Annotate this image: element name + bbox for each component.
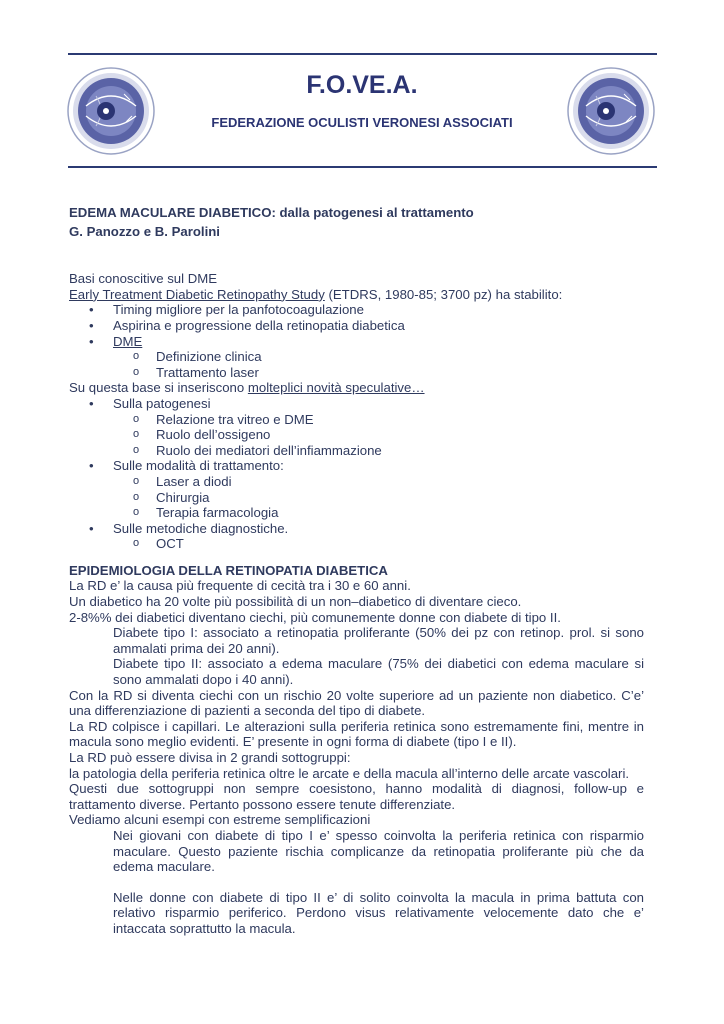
list-subitem: o Laser a diodi [69, 474, 644, 490]
indented-paragraph: Nei giovani con diabete di tipo I e’ spesso coinvolta la periferia retinica con risparmio maculare. Questo paziente rischia complicanze da retinopatia proliferante più che da edema maculare. [113, 827, 644, 875]
paragraph: Con la RD si diventa ciechi con un rischio 20 volte superiore ad un paziente non diabetico. C’e’ una differenziazione di pazienti a seconda del tipo di diabete. [69, 687, 644, 719]
study-link[interactable]: Early Treatment Diabetic Retinopathy Study [69, 286, 325, 302]
speculative-prefix: Su questa base si inseriscono [69, 380, 248, 396]
paragraph: La RD può essere divisa in 2 grandi sottogruppi: [69, 750, 351, 765]
indented-paragraph: Diabete tipo I: associato a retinopatia proliferante (50% dei pz con retinop. prol. si sono ammalati prima dei 20 anni). [113, 625, 644, 656]
list-subitem: o Definizione clinica [69, 349, 644, 365]
paragraph: Questi due sottogruppi non sempre coesistono, hanno modalità di diagnosi, follow-up e trattamento diverse. Pertanto possono essere tenute differenziate. [69, 781, 644, 812]
eye-logo-icon [66, 66, 156, 156]
header-top-rule [68, 53, 657, 55]
speculative-link[interactable]: molteplici novità speculative… [247, 380, 425, 396]
paragraph: 2-8%% dei diabetici diventano ciechi, più comunemente donne con diabete di tipo II. [69, 609, 561, 625]
study-line [69, 287, 644, 303]
list-item: • Sulla patogenesi [69, 396, 644, 412]
fovea-eye-logo-right [566, 66, 656, 156]
list-item: • Aspirina e progressione della retinopatia diabetica [69, 318, 644, 334]
fovea-eye-logo-left [66, 66, 156, 156]
list-subitem: o Ruolo dei mediatori dell’infiammazione [69, 443, 644, 459]
list-subitem: o Relazione tra vitreo e DME [69, 412, 644, 428]
list-item [69, 334, 644, 350]
paragraph: la patologia della periferia retinica oltre le arcate e della macula all’interno delle arcate vascolari. [69, 765, 630, 781]
organization-acronym: F.O.VE.A. [306, 71, 418, 99]
list-item: • Sulle modalità di trattamento: [69, 458, 644, 474]
paragraph: La RD colpisce i capillari. Le alterazioni sulla periferia retinica sono estremamente fini, mentre in macula sono meglio evidenti. E’ presente in ogni forma di diabete (tipo I e II). [69, 718, 644, 750]
header-bottom-rule [68, 166, 657, 168]
eye-logo-icon [566, 66, 656, 156]
paragraph: La RD e’ la causa più frequente di cecità tra i 30 e 60 anni. [69, 578, 411, 594]
list-subitem: o OCT [69, 536, 644, 552]
list-subitem: o Ruolo dell’ossigeno [69, 427, 644, 443]
document-body [69, 205, 644, 937]
indented-paragraph: Nelle donne con diabete di tipo II e’ di solito coinvolta la macula in prima battuta con relativo risparmio periferico. Perdono visus relativamente velocemente dato che e’ intaccata soprattutto la macula. [113, 889, 644, 936]
speculative-line [69, 380, 644, 396]
article-authors: G. Panozzo e B. Parolini [69, 223, 220, 239]
list-subitem: o Chirurgia [69, 490, 644, 506]
dme-link[interactable]: DME [113, 333, 143, 349]
paragraph: Vediamo alcuni esempi con estreme semplificazioni [69, 812, 371, 828]
indented-paragraph: Diabete tipo II: associato a edema maculare (75% dei diabetici con edema maculare si sono ammalati dopo i 40 anni). [113, 656, 644, 688]
list-item: • Timing migliore per la panfotocoagulazione [69, 302, 644, 318]
article-title: EDEMA MACULARE DIABETICO: dalla patogenesi al trattamento [69, 205, 474, 220]
study-details: (ETDRS, 1980-85; 3700 pz) ha stabilito: [324, 286, 563, 302]
paragraph: Un diabetico ha 20 volte più possibilità di un non–diabetico di diventare cieco. [69, 594, 522, 610]
list-item: • Sulle metodiche diagnostiche. [69, 521, 644, 537]
list-subitem: o Terapia farmacologia [69, 505, 644, 521]
section-intro: Basi conoscitive sul DME [69, 271, 218, 287]
section-heading: EPIDEMIOLOGIA DELLA RETINOPATIA DIABETICA [69, 562, 388, 578]
organization-name: FEDERAZIONE OCULISTI VERONESI ASSOCIATI [211, 115, 513, 130]
list-subitem: o Trattamento laser [69, 365, 644, 381]
